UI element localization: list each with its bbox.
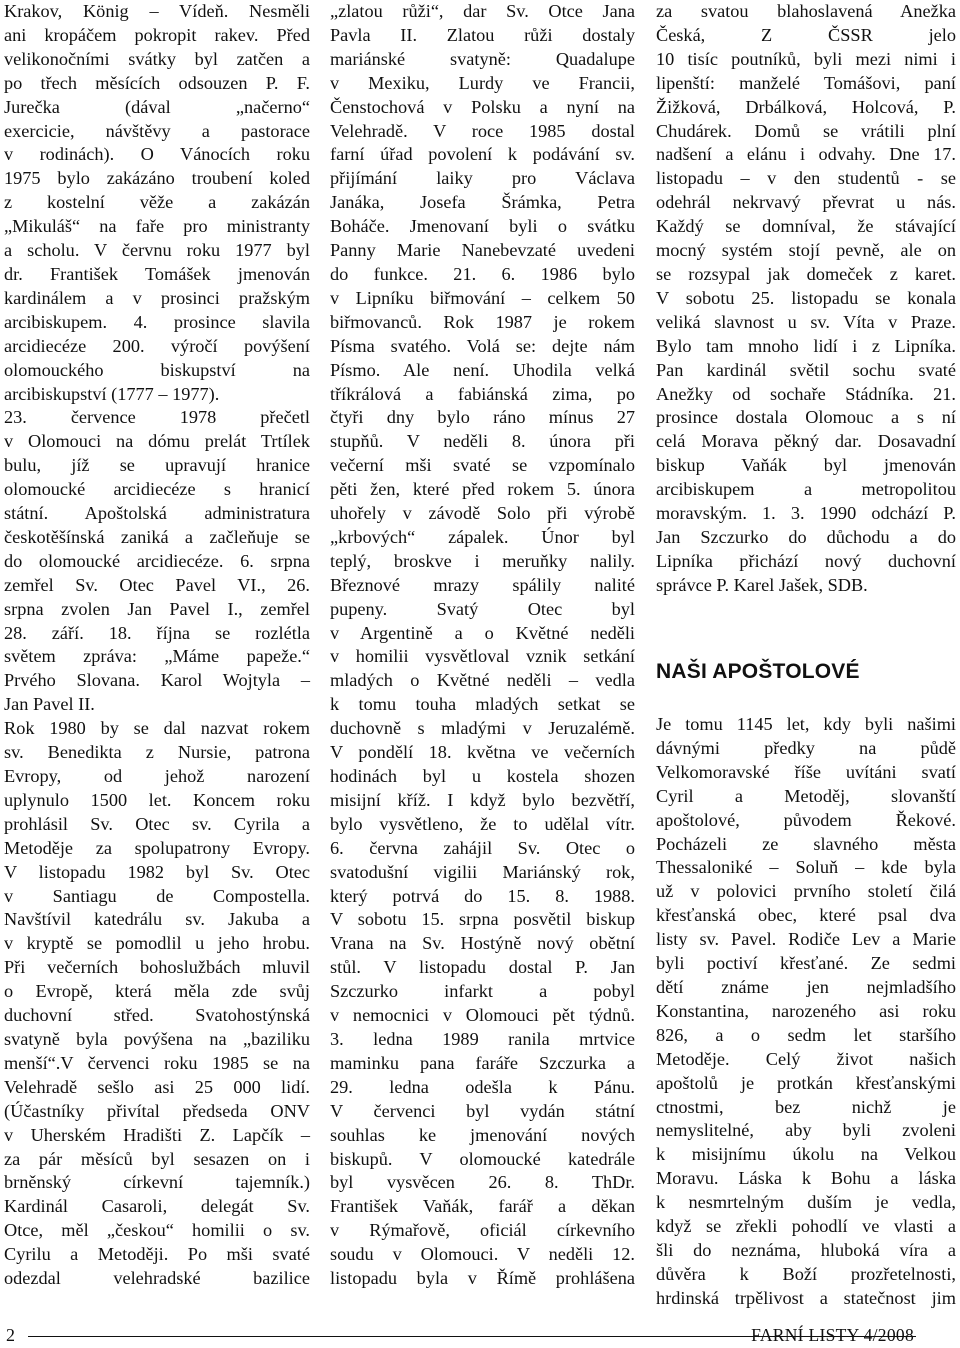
text-line: v Rýmařově, oficiál církevního (330, 1220, 635, 1241)
text-line: k tomu touha mladých setkat se (330, 694, 635, 715)
text-line: Metoděje. Celý život našich (656, 1048, 956, 1069)
text-line: menší“.V červenci roku 1985 se na (4, 1052, 310, 1073)
text-line: apoštolů je protkán křesťanskými (656, 1072, 956, 1093)
text-line: Evropy, od jehož narození (4, 766, 310, 786)
text-line: biskupů. V olomoucké katedrále (330, 1148, 635, 1169)
text-line: odezdal velehradské bazilice (4, 1268, 310, 1289)
text-line: 10 tisíc poutníků, byli mezi nimi i (656, 48, 956, 69)
text-line: V červenci byl vydán státní (330, 1100, 635, 1121)
text-line: Březnové mrazy spálily nalité (330, 574, 635, 595)
text-line: brněnský církevní tajemník.) (4, 1172, 310, 1193)
text-line: přijímání laiky pro Václava (330, 168, 635, 189)
text-line: teplý, broskve i meruňky nalily. (330, 550, 635, 571)
text-line: velikonočními svátky byl zatčen a (4, 48, 310, 69)
text-line: za svatou blahoslavená Anežka (656, 1, 956, 21)
column-3-text (656, 0, 956, 598)
text-line: 826, a o sedm let staršího (656, 1024, 956, 1045)
text-line: Szczurko infarkt a pobyl (330, 981, 635, 1002)
text-line: do funkce. 21. 6. 1986 bylo (330, 263, 635, 284)
text-line: se rozsypal jak domeček z karet. (656, 263, 956, 284)
text-line: V pondělí 18. května ve večerních (330, 742, 635, 763)
text-line: v Santiagu de Compostella. (4, 885, 310, 906)
text-line: Velkomoravské říše uvítáni svatí (656, 761, 956, 782)
text-line: Metoděje za spolupatrony Evropy. (4, 837, 310, 858)
text-line: čtyři dny bylo ráno mínus 27 (330, 407, 635, 428)
text-line: sv. Benedikta z Nursie, patrona (4, 742, 310, 763)
text-line: Při večerních bohoslužbách mluvil (4, 957, 310, 978)
text-line: „Mikuláš“ na faře pro ministranty (4, 216, 310, 237)
text-line: biskup Vaňák byl jmenován (656, 455, 956, 476)
text-line: Cyril a Metoděj, slovanští (656, 785, 956, 806)
text-line: když se zřekli pohodlí ve vlasti a (656, 1216, 956, 1237)
text-line: biřmovanců. Rok 1987 je rokem (330, 311, 635, 332)
text-line: Je tomu 1145 let, kdy byli našimi (656, 714, 956, 734)
text-line: soudu v Olomouci. V neděli 12. (330, 1244, 635, 1265)
text-line: šli do neznáma, hluboká víra a (656, 1239, 956, 1260)
text-line: uhořely v závodě Solo při výrobě (330, 503, 635, 524)
text-line: Moravu. Láska k Bohu a láska (656, 1168, 956, 1189)
section-text (656, 713, 956, 1311)
text-line: za pár měsíců byl sesazen on i (4, 1148, 310, 1169)
text-line: Čenstochová v Polsku a nyní na (330, 96, 635, 117)
text-line: celá Morava pěkný dar. Dosavadní (656, 431, 956, 452)
text-line: souhlas ke jmenování nových (330, 1124, 635, 1145)
text-line: exercicie, návštěvy a pastorace (4, 120, 310, 141)
text-line: Pan kardinál světil sochu svaté (656, 359, 956, 380)
text-line: v Olomouci na dómu prelát Trtílek (4, 431, 310, 452)
text-line: nemyslitelné, aby byli zvoleni (656, 1120, 956, 1141)
text-line: uplynulo 1500 let. Koncem roku (4, 789, 310, 810)
text-line: tříkrálová a fabiánská zima, po (330, 383, 635, 404)
text-line: mocný systém stojí pevně, ale on (656, 240, 956, 261)
text-line: státní. Apoštolská administratura (4, 503, 310, 524)
text-line: Lipníka přichází nový duchovní (656, 550, 956, 571)
text-line: Každý se domníval, že stávající (656, 216, 956, 237)
text-line: farní úřad povolení k podávání sv. (330, 144, 635, 165)
text-line: Bylo tam mnoho lidí i z Lipníka. (656, 335, 956, 356)
text-line: „zlatou růži“, dar Sv. Otce Jana (330, 1, 635, 21)
text-line: hrdinská trpělivost a statečnost jim (656, 1287, 956, 1308)
text-line: duchovně s mladými v Jeruzalémě. (330, 718, 635, 739)
text-line: mladých o Květné neděli – vedla (330, 670, 635, 691)
text-line: apoštolové, původem Řekové. (656, 809, 956, 830)
text-line: svatyně byla povýšena na „baziliku (4, 1028, 310, 1049)
text-line: Písma svatého. Volá se: dejte nám (330, 335, 635, 356)
text-line: 28. září. 18. října se rozlétla (4, 622, 310, 643)
text-line: duchovní střed. Svatohostýnská (4, 1005, 310, 1026)
text-line: V sobotu 25. listopadu se konala (656, 287, 956, 308)
text-line: byl vysvěcen 26. 8. ThDr. (330, 1172, 635, 1193)
text-line: ani kropáčem pokropit rakev. Před (4, 24, 310, 45)
text-line: Thessaloniké – Soluň – kde byla (656, 857, 956, 878)
text-line: zemřel Sv. Otec Pavel VI., 26. (4, 574, 310, 595)
text-line: maminku pana faráře Szczurka a (330, 1052, 635, 1073)
text-line: odehrál nekrvavý převrat u nás. (656, 192, 956, 213)
text-line: v homilii vysvětloval vznik setkání (330, 646, 635, 667)
text-line: olomoucké arcidiecéze s hranicí (4, 479, 310, 500)
text-line: Kardinál Casaroli, delegát Sv. (4, 1196, 310, 1217)
text-line: misijní kříž. I když bylo bezvětří, (330, 789, 635, 810)
text-line: srpna zvolen Jan Pavel I., zemřel (4, 598, 310, 619)
text-line: kardinálem a v prosinci pražským (4, 287, 310, 308)
text-line: František Vaňák, farář a děkan (330, 1196, 635, 1217)
text-line: Jurečka (dával „načerno“ (4, 96, 310, 117)
text-line: Otce, měl „českou“ homilii o sv. (4, 1220, 310, 1241)
text-line: dr. František Tomášek jmenován (4, 263, 310, 284)
text-line: Česká, Z ČSSR jelo (656, 24, 956, 45)
text-line: k misijnímu úkolu na Velkou (656, 1144, 956, 1165)
text-line: českotěšínská zaniká a začleňuje se (4, 526, 310, 547)
text-line: Pocházeli ze slavného města (656, 833, 956, 854)
section-heading: NAŠI APOŠTOLOVÉ (656, 660, 860, 683)
text-line: Anežky od sochaře Stádníka. 21. (656, 383, 956, 404)
text-line: 23. července 1978 přečetl (4, 407, 310, 428)
text-line: dětí známe jen nejmladšího (656, 976, 956, 997)
column-1 (4, 0, 310, 1291)
text-line: Rok 1980 by se dal nazvat rokem (4, 718, 310, 739)
text-line: o Evropě, která měla zde svůj (4, 981, 310, 1002)
text-line: Chudárek. Domů se vrátili plní (656, 120, 956, 141)
text-line: V listopadu 1982 byl Sv. Otec (4, 861, 310, 882)
text-line: a scholu. V červnu roku 1977 byl (4, 240, 310, 261)
text-line: pěti žen, které před rokem 5. února (330, 479, 635, 500)
text-line: stupňů. V neděli 8. února při (330, 431, 635, 452)
text-line: Velehradě. V roce 1985 dostal (330, 120, 635, 141)
text-line: V sobotu 15. srpna posvětil biskup (330, 909, 635, 930)
text-line: Cyrilu a Metoději. Po mši svaté (4, 1244, 310, 1265)
text-line: olomouckého biskupství na (4, 359, 310, 380)
text-line: arcidiecéze 200. výročí povýšení (4, 335, 310, 356)
text-line: arcibiskupem. 4. prosince slavila (4, 311, 310, 332)
text-line: v rodinách). O Vánocích roku (4, 144, 310, 165)
text-line: pupeny. Svatý Otec byl (330, 598, 635, 619)
text-line: večerní mši svaté se vzpomínalo (330, 455, 635, 476)
text-line: lipenští: manželé Tomášovi, paní (656, 72, 956, 93)
text-line: arcibiskupství (1777 – 1977). (4, 383, 220, 404)
text-line: dávnými předky na půdě (656, 737, 956, 758)
text-line: nadšení a elánu i odvahy. Dne 17. (656, 144, 956, 165)
text-line: Žižková, Drbálková, Holcová, P. (656, 96, 956, 117)
text-line: 29. ledna odešla k Pánu. (330, 1076, 635, 1097)
text-line: 6. června zahájil Sv. Otec o (330, 837, 635, 858)
text-line: v Lipníku biřmování – celkem 50 (330, 287, 635, 308)
text-line: stůl. V listopadu dostal P. Jan (330, 957, 635, 978)
text-line: 1975 bylo zakázáno troubení koled (4, 168, 310, 189)
text-line: Navštívil katedrálu sv. Jakuba a (4, 909, 310, 930)
text-line: světem zpráva: „Máme papeže.“ (4, 646, 310, 667)
text-line: mariánské svatyně: Quadalupe (330, 48, 635, 69)
text-line: v Argentině a o Květné neděli (330, 622, 635, 643)
text-line: bulu, jíž se upravují hranice (4, 455, 310, 476)
text-line: už v polovici prvního století čilá (656, 881, 956, 902)
text-line: Jan Pavel II. (4, 694, 95, 715)
text-line: moravským. 1. 3. 1990 odchází P. (656, 503, 956, 524)
text-line: svatodušní vigilii Mariánský rok, (330, 861, 635, 882)
text-line: Boháče. Jmenovaní byli o svátku (330, 216, 635, 237)
text-line: Krakov, König – Vídeň. Nesměli (4, 1, 310, 21)
publication-title: FARNÍ LISTY 4/2008 (751, 1325, 914, 1345)
text-line: 3. ledna 1989 ranila mrtvice (330, 1028, 635, 1049)
text-line: do olomoucké arcidiecéze. 6. srpna (4, 550, 310, 571)
text-line: správce P. Karel Jašek, SDB. (656, 574, 868, 595)
text-line: Vrana na Sv. Hostýně nový obětní (330, 933, 635, 954)
text-line: byli poctiví křesťané. Ze sedmi (656, 953, 956, 974)
text-line: který potrvá do 15. 8. 1988. (330, 885, 635, 906)
text-line: bylo vysvětleno, že to udělal vítr. (330, 813, 635, 834)
text-line: ctnostmi, bez nichž je (656, 1096, 956, 1117)
text-line: Panny Marie Nanebevzaté uvedeni (330, 240, 635, 261)
text-line: v Uherském Hradišti Z. Lapčík – (4, 1124, 310, 1145)
text-line: Janáka, Josefa Šrámka, Petra (330, 192, 635, 213)
text-line: k nesmrtelným duším je vedla, (656, 1192, 956, 1213)
column-2 (330, 0, 635, 1291)
text-line: arcibiskupem a metropolitou (656, 479, 956, 500)
text-line: listopadu – v den studentů - se (656, 168, 956, 189)
text-line: křesťanská obec, které psal dva (656, 905, 956, 926)
text-line: Písmo. Ale není. Uhodila velká (330, 359, 635, 380)
text-line: (Účastníky přivítal předseda ONV (4, 1100, 310, 1121)
text-line: listopadu byla v Římě prohlášena (330, 1268, 635, 1289)
text-line: Konstantina, narozeného asi roku (656, 1000, 956, 1021)
text-line: v Mexiku, Lurdy ve Francii, (330, 72, 635, 93)
text-line: v kryptě se pomodlil u jeho hrobu. (4, 933, 310, 954)
text-line: z kostelní věže a zakázán (4, 192, 310, 213)
text-line: po třech měsících odsouzen P. F. (4, 72, 310, 93)
text-line: Jan Szczurko do důchodu a do (656, 526, 956, 547)
text-line: prohlásil Sv. Otec sv. Cyrila a (4, 813, 310, 834)
page-number: 2 (6, 1325, 15, 1345)
text-line: hodinách byl u kostela shozen (330, 766, 635, 786)
text-line: Velehradě sešlo asi 25 000 lidí. (4, 1076, 310, 1097)
text-line: důvěra k Boží prozřetelnosti, (656, 1263, 956, 1284)
text-line: listy sv. Pavel. Rodiče Lev a Marie (656, 929, 956, 950)
text-line: veliká slavnost u sv. Víta v Praze. (656, 311, 956, 332)
text-line: prosince dostala Olomouc a s ní (656, 407, 956, 428)
text-line: „krbových“ zápalek. Únor byl (330, 526, 635, 547)
text-line: Prvého Slovana. Karol Wojtyla – (4, 670, 310, 691)
text-line: Pavla II. Zlatou růži dostaly (330, 24, 635, 45)
text-line: v nemocnici v Olomouci pět týdnů. (330, 1005, 635, 1026)
